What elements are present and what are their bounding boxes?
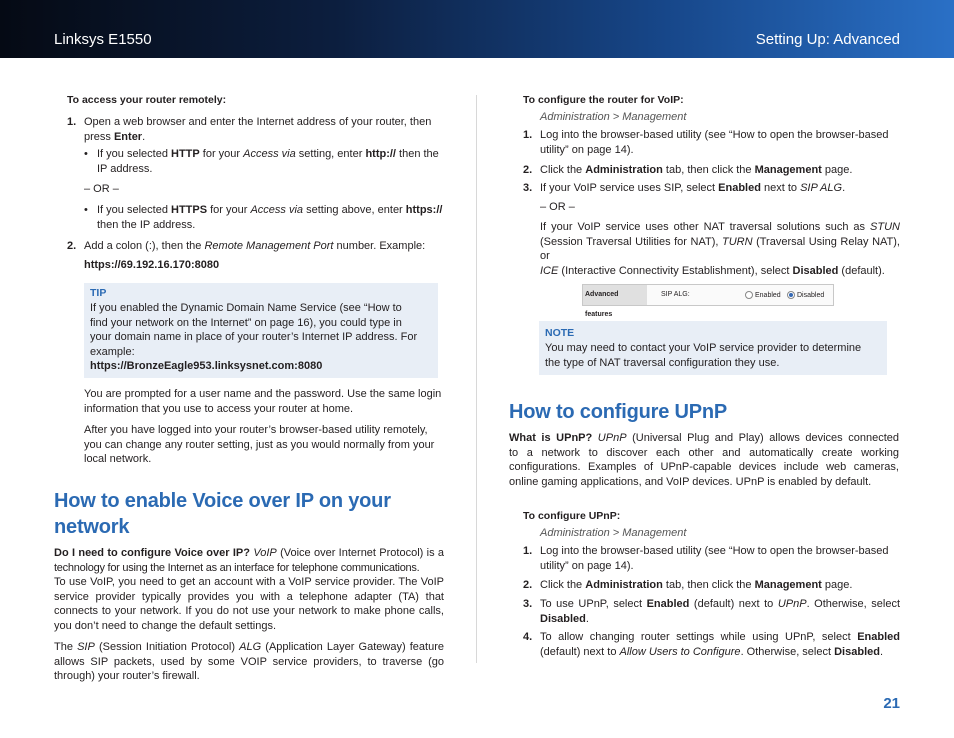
tip-text: If you enabled the Dynamic Domain Name Service (see “How to find your network on the Internet” on page 16), you could type in your domain name in place of your router’s Internet IP address. For example: https://BronzeEagle953.linksysnet.com:8080: [90, 302, 418, 372]
sip-alg-screenshot: [582, 284, 834, 318]
page-header: [0, 0, 954, 58]
upnp-intro-paragraph: What is UPnP? UPnP (Universal Plug and Play) allows devices connected to a network to discover each other and automatically create working configurations. Examples of UPnP-capable devices include web cameras, online gaming applications, and VoIP devices. UPnP is enabled by default.: [509, 432, 899, 488]
step-number: 3.: [523, 598, 533, 610]
upnp-step-2: Click the Administration tab, then click the Management page.: [540, 579, 853, 591]
upnp-step-3: To use UPnP, select Enabled (default) next to UPnP. Otherwise, select Disabled.: [540, 598, 901, 625]
note-box: [539, 321, 887, 375]
voip-step-1: Log into the browser-based utility (see “How to open the browser-based utility” on page 14).: [540, 129, 889, 156]
advanced-features-label: Advanced features: [583, 285, 647, 305]
page-number: 21: [883, 695, 900, 712]
step-number: 4.: [523, 631, 533, 643]
or-separator: – OR –: [84, 183, 119, 195]
tip-box: [84, 283, 438, 378]
product-name: Linksys E1550: [54, 31, 152, 48]
column-divider: [476, 95, 477, 663]
upnp-config-title: To configure UPnP:: [523, 510, 621, 522]
remote-step-2: Add a colon (:), then the Remote Management Port number. Example:: [84, 240, 426, 252]
sip-alg-label: SIP ALG:: [661, 291, 690, 298]
upnp-step-4: To allow changing router settings while using UPnP, select Enabled (default) next to Allow Users to Configure. Otherwise, select Disabled.: [540, 631, 900, 658]
bullet-http: If you selected HTTP for your Access via setting, enter http:// then the IP address.: [97, 148, 439, 175]
breadcrumb: Administration > Management: [540, 527, 687, 539]
remote-step-1: Open a web browser and enter the Internet address of your router, then press Enter.: [84, 116, 432, 143]
enabled-radio[interactable]: [745, 291, 753, 299]
sip-alg-paragraph: The SIP (Session Initiation Protocol) ALG (Application Layer Gateway) feature allows SIP packets, used by some VOIP service providers, to traverse (go through) your router’s firewall.: [54, 641, 444, 682]
tip-title: TIP: [90, 287, 107, 299]
step-number: 1.: [523, 129, 533, 141]
upnp-heading: How to configure UPnP: [509, 401, 728, 423]
voip-step-3: If your VoIP service uses SIP, select Enabled next to SIP ALG.: [540, 182, 846, 194]
voip-intro-paragraph: Do I need to configure Voice over IP? VoIP (Voice over Internet Protocol) is a technology for using the Internet as an interface for telephone communications. To use VoIP, you need to get an account with a VoIP service provider. The VoIP service provider typically provides you with a telephone adapter (TA) that connects to your network. If you do not use your network to make phone calls, you don’t need to change the default settings.: [54, 547, 445, 632]
disabled-radio[interactable]: [787, 291, 795, 299]
bullet-https: If you selected HTTPS for your Access via setting above, enter https:// then the IP address.: [97, 204, 443, 231]
step-number: 1.: [523, 545, 533, 557]
note-text: You may need to contact your VoIP service provider to determine the type of NAT traversal configuration they use.: [545, 342, 862, 369]
step-number: 2.: [523, 579, 533, 591]
remote-access-title: To access your router remotely:: [67, 94, 227, 106]
remote-settings-paragraph: After you have logged into your router’s browser-based utility remotely, you can change any router setting, just as you would normally from your local network.: [84, 424, 435, 465]
step-number: 2.: [523, 164, 533, 176]
nat-traversal-paragraph: If your VoIP service uses other NAT traversal solutions such as STUN (Session Traversal Utilities for NAT), TURN (Traversal Using Relay NAT), or ICE (Interactive Connectivity Establishment), select Disabled (default).: [540, 221, 900, 277]
bullet-icon: •: [84, 204, 88, 216]
breadcrumb: Administration > Management: [540, 111, 687, 123]
bullet-icon: •: [84, 148, 88, 160]
or-separator: – OR –: [540, 201, 575, 213]
step-number: 3.: [523, 182, 533, 194]
upnp-step-1: Log into the browser-based utility (see “How to open the browser-based utility” on page 14).: [540, 545, 889, 572]
note-title: NOTE: [545, 327, 575, 339]
voip-config-title: To configure the router for VoIP:: [523, 94, 684, 106]
disabled-radio-label: Disabled: [797, 292, 825, 299]
step-number: 2.: [67, 240, 77, 252]
login-prompt-paragraph: You are prompted for a user name and the password. Use the same login information that you use to access your router at home.: [84, 388, 442, 415]
step-number: 1.: [67, 116, 77, 128]
section-name: Setting Up: Advanced: [755, 31, 900, 48]
voip-heading: How to enable Voice over IP on your network: [54, 490, 391, 538]
voip-step-2: Click the Administration tab, then click the Management page.: [540, 164, 853, 176]
enabled-radio-label: Enabled: [755, 292, 781, 299]
example-url: https://69.192.16.170:8080: [84, 259, 220, 271]
